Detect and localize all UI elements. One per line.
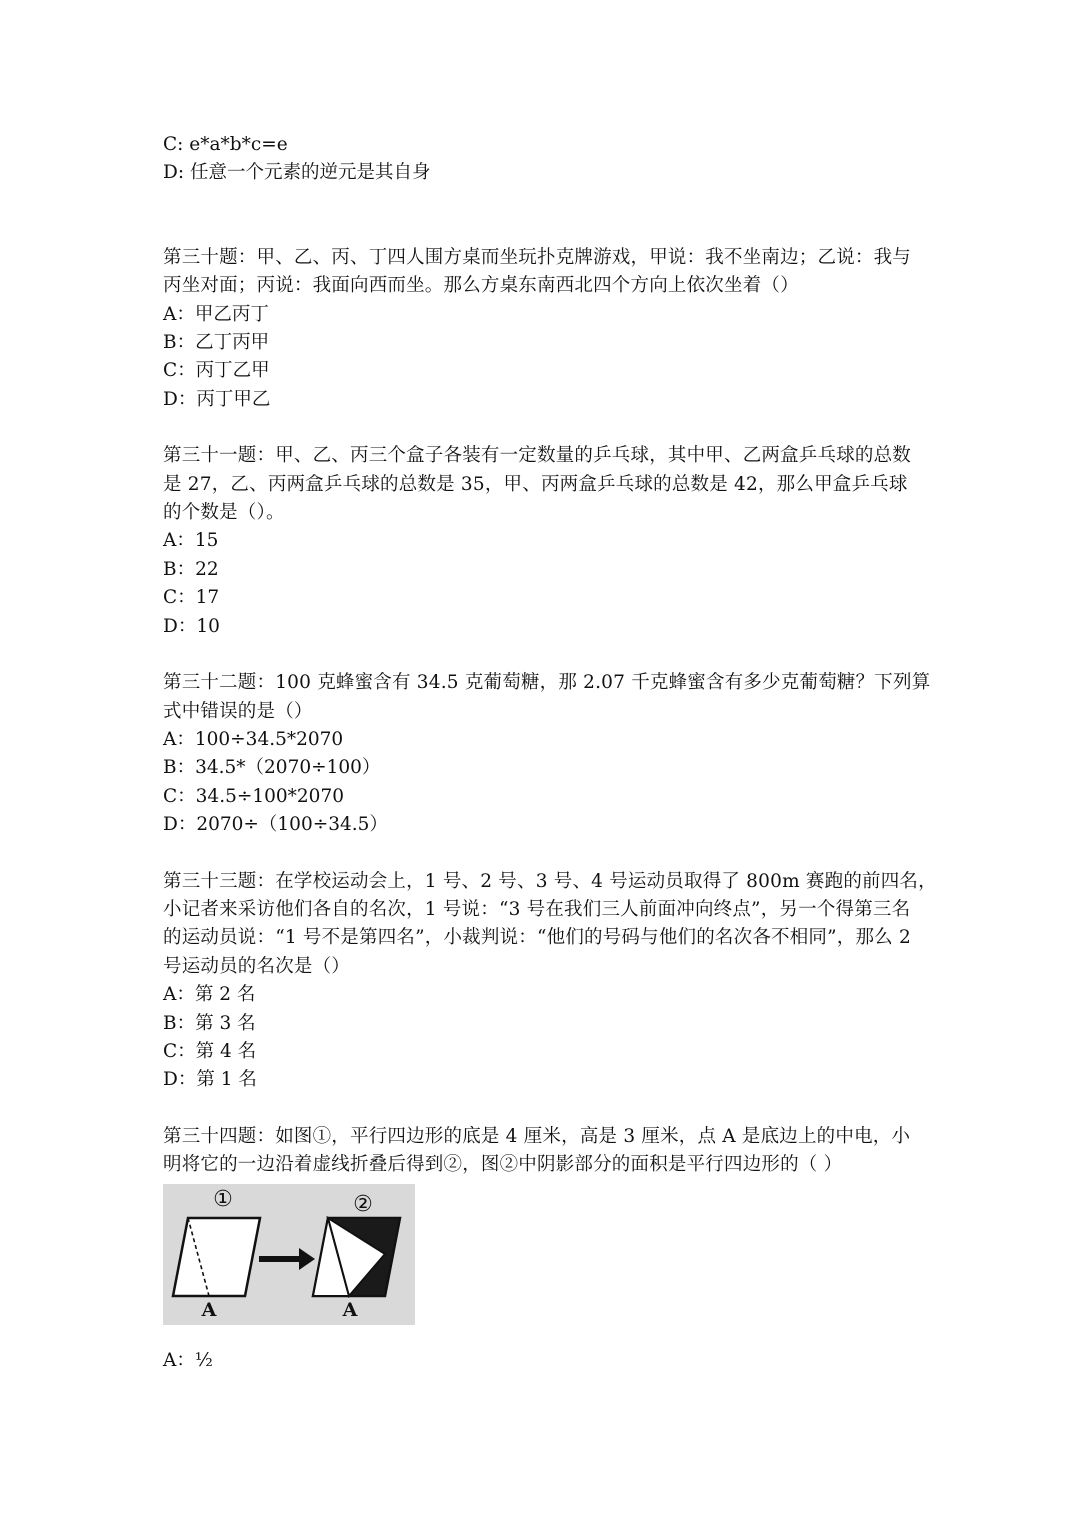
option-d: D：10 [163, 615, 220, 637]
question-text-line: 式中错误的是（） [163, 700, 313, 722]
option-d: D：第 1 名 [163, 1069, 257, 1091]
figure-label-2: ② [353, 1191, 373, 1217]
point-a-label-1: A [201, 1298, 217, 1321]
option-b: B：34.5*（2070÷100） [163, 757, 381, 779]
question-34 [163, 1123, 923, 1375]
question-text-line: 的运动员说：“1 号不是第四名”，小裁判说：“他们的号码与他们的名次各不相同”，那么 2 [163, 927, 911, 949]
option-d: D：2070÷（100÷34.5） [163, 814, 388, 836]
option-a: A：100÷34.5*2070 [163, 728, 344, 750]
question-text-line: 小记者来采访他们各自的名次，1 号说：“3 号在我们三人前面冲向终点”，另一个得第三名 [163, 898, 911, 920]
question-text-line: 第三十一题：甲、乙、丙三个盒子各装有一定数量的乒乓球，其中甲、乙两盒乒乓球的总数 [163, 445, 912, 467]
document-page [163, 131, 937, 1375]
question-33 [163, 868, 937, 1095]
question-text-line: 的个数是（）。 [163, 502, 285, 524]
question-text-line: 是 27，乙、丙两盒乒乓球的总数是 35，甲、丙两盒乒乓球的总数是 42，那么甲盒乒乓球 [163, 473, 908, 495]
option-b: B：乙丁丙甲 [163, 332, 270, 354]
parallelogram-1 [173, 1218, 260, 1296]
prev-question-options [163, 131, 923, 188]
arrow-head [299, 1248, 315, 1270]
option-a: A：15 [163, 530, 219, 552]
question-text-line: 第三十三题：在学校运动会上，1 号、2 号、3 号、4 号运动员取得了 800m 赛跑的前四名， [163, 870, 937, 892]
option-d: D：丙丁甲乙 [163, 388, 271, 410]
option-c: C：丙丁乙甲 [163, 360, 270, 382]
option-a: A：第 2 名 [163, 984, 256, 1006]
question-30 [163, 244, 923, 414]
question-31 [163, 442, 923, 641]
figure-drawing [163, 1184, 415, 1325]
question-text-line: 第三十题：甲、乙、丙、丁四人围方桌而坐玩扑克牌游戏，甲说：我不坐南边；乙说：我与 [163, 246, 912, 268]
option-b: B：22 [163, 558, 219, 580]
question-text-line: 第三十二题：100 克蜂蜜含有 34.5 克葡萄糖，那 2.07 千克蜂蜜含有多少克葡萄糖？下列算 [163, 672, 931, 694]
question-32 [163, 669, 931, 839]
option-c: C：17 [163, 587, 220, 609]
option-a: A：甲乙丙丁 [163, 303, 269, 325]
point-a-label-2: A [342, 1298, 358, 1321]
option-c: C：第 4 名 [163, 1040, 257, 1062]
option-d: D: 任意一个元素的逆元是其自身 [163, 162, 431, 184]
parallelogram-fold-figure [163, 1184, 415, 1325]
question-text-line: 号运动员的名次是（） [163, 955, 351, 977]
option-c: C: e*a*b*c=e [163, 134, 288, 155]
question-text-line: 丙坐对面；丙说：我面向西而坐。那么方桌东南西北四个方向上依次坐着（） [163, 275, 799, 297]
option-c: C：34.5÷100*2070 [163, 785, 344, 807]
question-text-line: 明将它的一边沿着虚线折叠后得到②，图②中阴影部分的面积是平行四边形的（ ） [163, 1154, 843, 1176]
option-b: B：第 3 名 [163, 1012, 256, 1034]
figure-label-1: ① [213, 1186, 233, 1212]
option-a: A：½ [163, 1349, 213, 1371]
question-text-line: 第三十四题：如图①，平行四边形的底是 4 厘米，高是 3 厘米，点 A 是底边上的中电，小 [163, 1125, 911, 1147]
